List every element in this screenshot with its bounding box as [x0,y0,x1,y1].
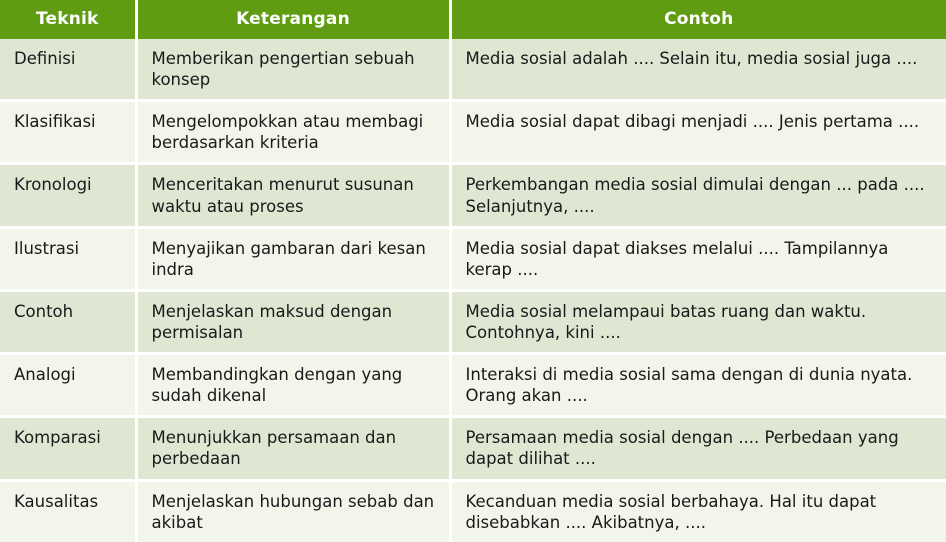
cell-keterangan: Memberikan pengertian sebuah konsep [136,39,450,101]
cell-teknik: Komparasi [0,417,136,480]
cell-teknik: Klasifikasi [0,101,136,164]
cell-contoh: Media sosial dapat dibagi menjadi .... Jenis pertama .... [450,101,946,164]
cell-contoh: Media sosial adalah .... Selain itu, media sosial juga .... [450,39,946,101]
table-row [0,227,946,290]
table-header-row [0,0,946,39]
cell-keterangan: Menyajikan gambaran dari kesan indra [136,227,450,290]
table-header [0,0,946,39]
cell-teknik: Analogi [0,354,136,417]
table-row [0,354,946,417]
cell-contoh: Media sosial melampaui batas ruang dan waktu. Contohnya, kini .... [450,290,946,353]
cell-keterangan: Menunjukkan persamaan dan perbedaan [136,417,450,480]
column-header-teknik: Teknik [0,0,136,39]
table-row [0,164,946,227]
cell-keterangan: Menjelaskan maksud dengan permisalan [136,290,450,353]
table-row [0,39,946,101]
cell-keterangan: Mengelompokkan atau membagi berdasarkan kriteria [136,101,450,164]
cell-contoh: Interaksi di media sosial sama dengan di dunia nyata. Orang akan .... [450,354,946,417]
cell-teknik: Kausalitas [0,480,136,542]
cell-contoh: Kecanduan media sosial berbahaya. Hal itu dapat disebabkan .... Akibatnya, .... [450,480,946,542]
cell-teknik: Contoh [0,290,136,353]
table-row [0,290,946,353]
cell-teknik: Definisi [0,39,136,101]
table-row [0,480,946,542]
cell-keterangan: Membandingkan dengan yang sudah dikenal [136,354,450,417]
table-body [0,39,946,542]
cell-keterangan: Menjelaskan hubungan sebab dan akibat [136,480,450,542]
cell-teknik: Kronologi [0,164,136,227]
cell-keterangan: Menceritakan menurut susunan waktu atau proses [136,164,450,227]
table-row [0,417,946,480]
cell-contoh: Persamaan media sosial dengan .... Perbedaan yang dapat dilihat .... [450,417,946,480]
cell-teknik: Ilustrasi [0,227,136,290]
column-header-contoh: Contoh [450,0,946,39]
cell-contoh: Media sosial dapat diakses melalui .... Tampilannya kerap .... [450,227,946,290]
table-row [0,101,946,164]
cell-contoh: Perkembangan media sosial dimulai dengan ... pada .... Selanjutnya, .... [450,164,946,227]
column-header-keterangan: Keterangan [136,0,450,39]
